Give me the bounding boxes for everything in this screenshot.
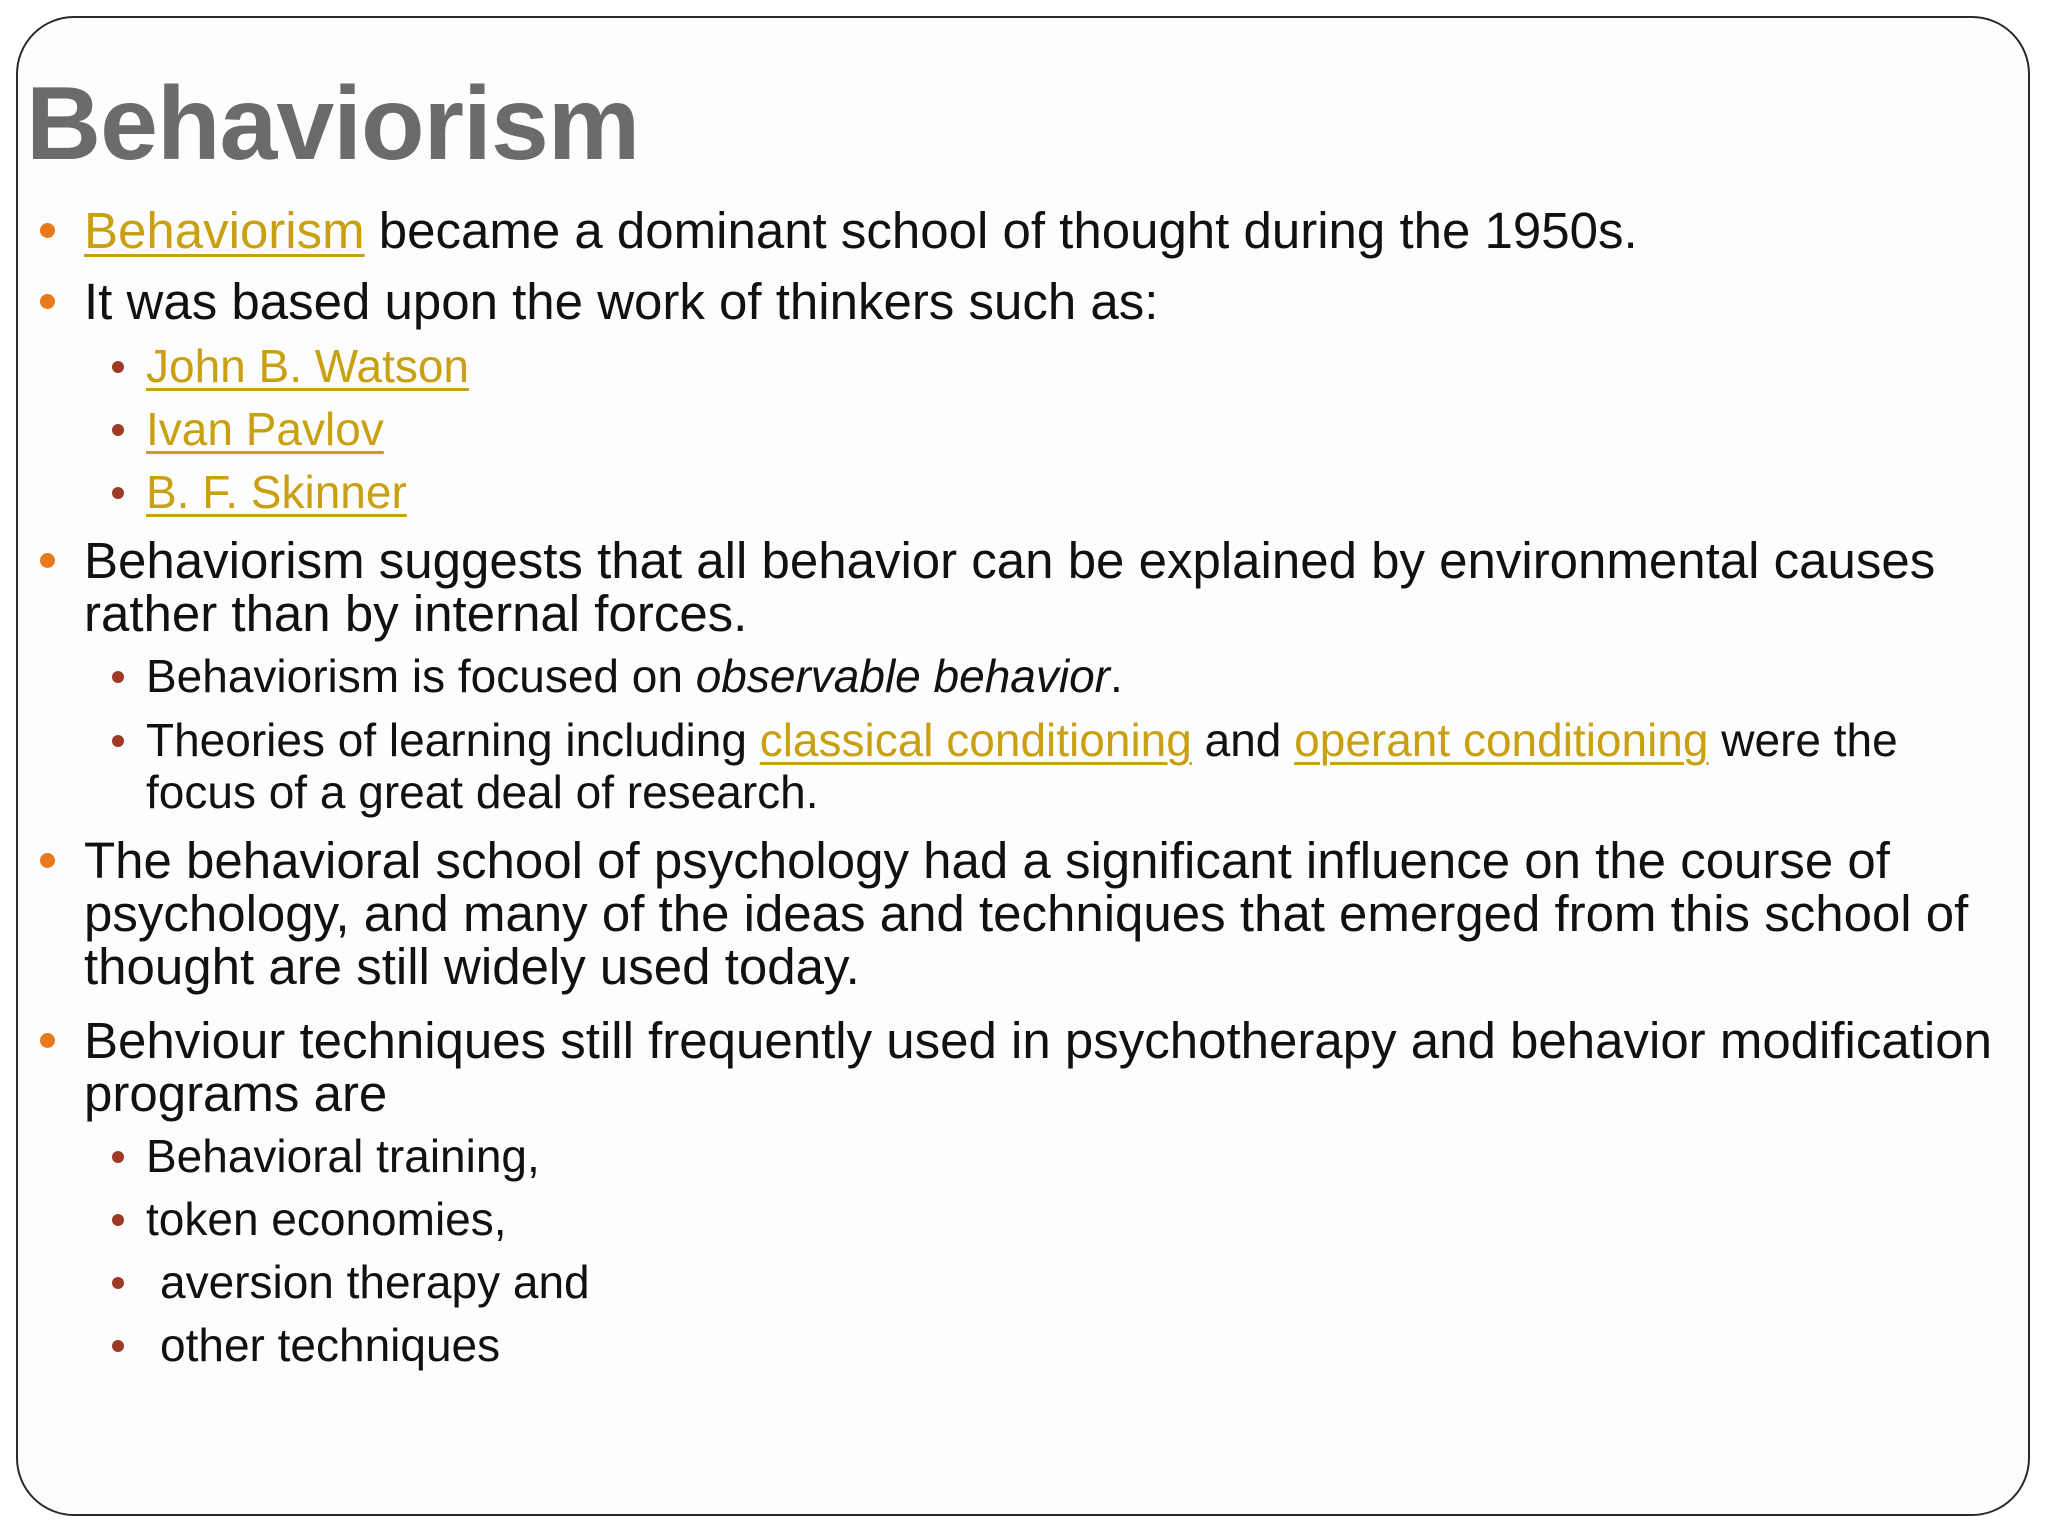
sub-bullet-text: were the focus of a great deal of research. (146, 714, 1898, 818)
behaviorism-link[interactable]: Behaviorism (84, 202, 365, 259)
sub-bullet-text: Behaviorism is focused on (146, 650, 696, 702)
sub-bullet-dot-icon (112, 1340, 124, 1352)
classical-conditioning-link[interactable]: classical conditioning (759, 714, 1192, 766)
john-b-watson-link[interactable]: John B. Watson (146, 340, 470, 392)
sub-bullet-text: Behavioral training, (146, 1130, 540, 1182)
bullet-techniques (18, 1014, 2008, 1120)
ivan-pavlov-link[interactable]: Ivan Pavlov (146, 403, 384, 455)
bullet-thinkers (18, 275, 2008, 328)
operant-conditioning-link[interactable]: operant conditioning (1294, 714, 1709, 766)
sub-bullet-dot-icon (112, 361, 124, 373)
sub-bullet-theories (18, 714, 2008, 818)
sub-bullet-dot-icon (112, 1151, 124, 1163)
sub-bullet-text: token economies, (146, 1193, 507, 1245)
observable-behavior-emphasis: observable behavior (695, 650, 1110, 702)
sub-bullet-text: . (1110, 650, 1123, 702)
sub-bullet-other-techniques (18, 1319, 2008, 1371)
sub-bullet-token-economies (18, 1193, 2008, 1245)
b-f-skinner-link[interactable]: B. F. Skinner (146, 466, 407, 518)
bullet-dominant-school (18, 204, 2008, 257)
bullet-dot-icon (40, 294, 55, 309)
sub-bullet-dot-icon (112, 735, 124, 747)
bullet-behavioral-school (18, 834, 2008, 993)
sub-bullet-observable (18, 650, 2008, 702)
sub-bullet-aversion-therapy (18, 1256, 2008, 1308)
bullet-dot-icon (40, 553, 55, 568)
sub-bullet-text: other techniques (160, 1319, 501, 1371)
slide-title: Behaviorism (26, 66, 640, 182)
slide-content (18, 204, 2008, 1371)
bullet-text: became a dominant school of thought during the 1950s. (364, 202, 1638, 259)
sub-bullet-skinner (18, 466, 2008, 518)
bullet-environmental-causes (18, 534, 2008, 640)
sub-bullet-text: aversion therapy and (160, 1256, 590, 1308)
sub-bullet-behavioral-training (18, 1130, 2008, 1182)
slide (16, 16, 2030, 1516)
bullet-dot-icon (40, 1033, 55, 1048)
sub-bullet-dot-icon (112, 1277, 124, 1289)
bullet-dot-icon (40, 223, 55, 238)
bullet-text: Behviour techniques still frequently used in psychotherapy and behavior modification programs are (84, 1012, 1992, 1122)
sub-bullet-pavlov (18, 403, 2008, 455)
bullet-text: Behaviorism suggests that all behavior can be explained by environmental causes rather than by internal forces. (84, 532, 1936, 642)
bullet-text: The behavioral school of psychology had a significant influence on the course of psychology, and many of the ideas and techniques that emerged from this school of thought are still widely used today. (84, 832, 1969, 995)
sub-bullet-dot-icon (112, 671, 124, 683)
sub-bullet-dot-icon (112, 424, 124, 436)
sub-bullet-dot-icon (112, 487, 124, 499)
sub-bullet-text: and (1191, 714, 1295, 766)
sub-bullet-text: Theories of learning including (146, 714, 760, 766)
sub-bullet-watson (18, 340, 2008, 392)
sub-bullet-dot-icon (112, 1214, 124, 1226)
bullet-text: It was based upon the work of thinkers such as: (84, 273, 1159, 330)
bullet-dot-icon (40, 853, 55, 868)
